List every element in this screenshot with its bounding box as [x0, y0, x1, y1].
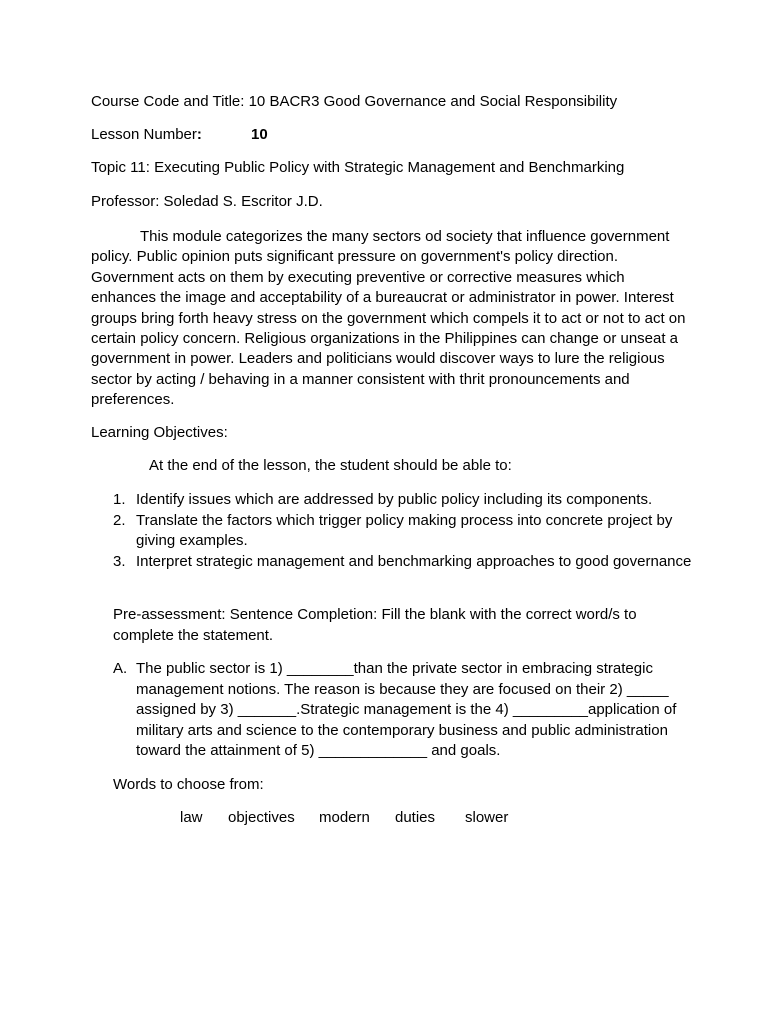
word-choice: objectives [228, 809, 295, 826]
word-choice: duties [395, 809, 436, 826]
professor-name: Professor: Soledad S. Escritor J.D. [91, 193, 323, 210]
learning-objectives-heading: Learning Objectives: [91, 424, 228, 441]
list-item [113, 552, 693, 573]
list-item-number: 3. [113, 552, 126, 570]
topic-title: Topic 11: Executing Public Policy with Strategic Management and Benchmarking [91, 159, 625, 176]
lesson-number-label: Lesson Number [91, 126, 197, 143]
preassessment-item-text: The public sector is 1) ________than the private sector in embracing strategic management notions. The reason is because they are focused on their 2) _____ assigned by 3) _______.Strategic management is the 4) _________application of military arts and science to the contemporary business and public administration toward the attainment of 5) _____________ and goals. [136, 660, 677, 760]
objectives-lead: At the end of the lesson, the student should be able to: [149, 457, 512, 474]
list-item [113, 511, 693, 552]
preassessment-instruction: Pre-assessment: Sentence Completion: Fill the blank with the correct word/s to complete the statement. [113, 606, 637, 644]
lesson-number-colon: : [196, 126, 202, 143]
list-item-number: 2. [113, 511, 126, 529]
list-item-number: 1. [113, 491, 126, 508]
list-item-text: Identify issues which are addressed by public policy including its components. [136, 491, 653, 508]
list-item [113, 490, 693, 511]
preassessment-item-letter: A. [113, 660, 128, 677]
preassessment-item [113, 659, 693, 762]
word-choice: modern [319, 809, 370, 826]
word-choice: law [180, 809, 203, 826]
objectives-list [113, 490, 693, 572]
lesson-number [91, 125, 268, 145]
list-item-text: Translate the factors which trigger policy making process into concrete project by giving examples. [136, 511, 673, 550]
intro-paragraph: This module categorizes the many sectors od society that influence government policy. Public opinion puts significant pressure on government's policy direction. Government acts on them by executing preventive or corrective measures which enhances the image and acceptability of a bureaucrat or administrator in power. Interest groups bring forth heavy stress on the government which compels it to act or not to act on certain policy concern. Religious organizations in the Philippines can change or unseat a government in power. Leaders and politicians would discover ways to lure the religious sector by acting / behaving in a manner consistent with thrit pronouncements and preferences. [91, 228, 686, 409]
word-choice: slower [465, 809, 509, 826]
lesson-number-value: 10 [251, 126, 268, 143]
words-heading: Words to choose from: [113, 776, 264, 793]
course-code-title: Course Code and Title: 10 BACR3 Good Governance and Social Responsibility [91, 93, 618, 110]
list-item-text: Interpret strategic management and benchmarking approaches to good governance [136, 552, 692, 570]
